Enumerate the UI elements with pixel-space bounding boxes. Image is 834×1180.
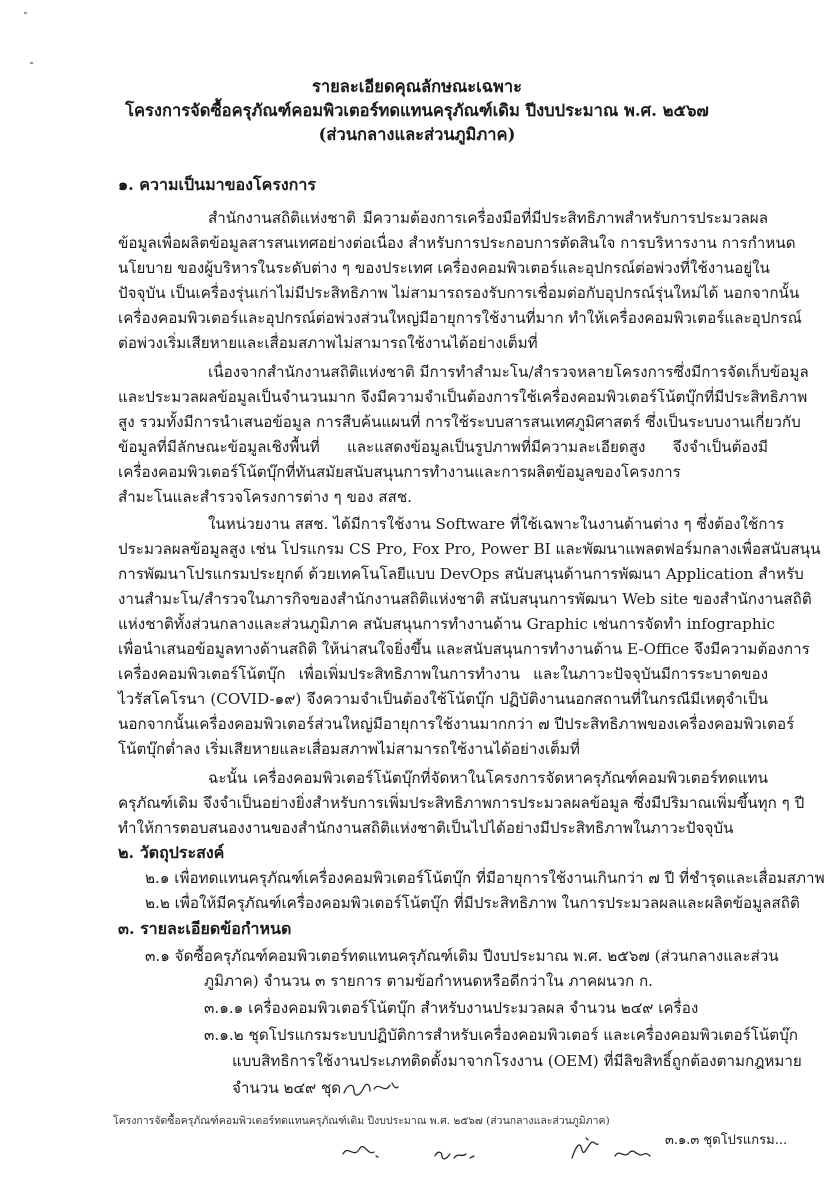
paragraph-line: ต่อพ่วงเริ่มเสียหายและเสื่อมสภาพไม่สามารถใช้งานได้อย่างเต็มที่ bbox=[118, 334, 538, 352]
project-title: โครงการจัดซื้อครุภัณฑ์คอมพิวเตอร์ทดแทนครุภัณฑ์เดิม ปีงบประมาณ พ.ศ. ๒๕๖๗ bbox=[125, 101, 709, 120]
section-2-heading: ๒. วัตถุประสงค์ bbox=[118, 843, 225, 862]
paragraph-line: งานสำมะโน/สำรวจในภารกิจของสำนักงานสถิติแห่งชาติ สนับสนุนการพัฒนา Web site ของสำนักงานสถิติ bbox=[118, 590, 812, 608]
scan-speck bbox=[24, 12, 27, 14]
paragraph-line: เครื่องคอมพิวเตอร์โน้ตบุ๊กที่ทันสมัยสนับสนุนการทำงานและการผลิตข้อมูลของโครงการ bbox=[118, 463, 681, 481]
spec-item-3-1-2-qty: จำนวน ๒๔๙ ชุด bbox=[232, 1079, 342, 1097]
scope-subtitle: (ส่วนกลางและส่วนภูมิภาค) bbox=[318, 125, 516, 144]
objective-item: ๒.๒ เพื่อให้มีครุภัณฑ์เครื่องคอมพิวเตอร์โน้ตบุ๊ก ที่มีประสิทธิภาพ ในการประมวลผลและผลิตข้อมูลสถิติ bbox=[145, 894, 800, 912]
paragraph-line: ทำให้การตอบสนองงานของสำนักงานสถิติแห่งชาติเป็นไปได้อย่างมีประสิทธิภาพในภาวะปัจจุบัน bbox=[118, 819, 734, 837]
paragraph-line: นอกจากนั้นเครื่องคอมพิวเตอร์ส่วนใหญ่มีอายุการใช้งานมากกว่า ๗ ปีประสิทธิภาพของเครื่องคอมพิวเตอร์ bbox=[118, 715, 795, 733]
paragraph-line: ปัจจุบัน เป็นเครื่องรุ่นเก่าไม่มีประสิทธิภาพ ไม่สามารถรองรับการเชื่อมต่อกับอุปกรณ์รุ่นใหม่ได้ นอกจากนั้น bbox=[118, 284, 800, 302]
spec-item-3-1-cont: ภูมิภาค) จำนวน ๓ รายการ ตามข้อกำหนดหรือดีกว่าใน ภาคผนวก ก. bbox=[204, 972, 653, 990]
paragraph-line: ไวรัสโคโรนา (COVID-๑๙) จึงความจำเป็นต้องใช้โน้ตบุ๊ก ปฏิบัติงานนอกสถานที่ในกรณีมีเหตุจำเป็น bbox=[118, 690, 768, 708]
paragraph-line: ข้อมูลเพื่อผลิตข้อมูลสารสนเทศอย่างต่อเนื่อง สำหรับการประกอบการตัดสินใจ การบริหารงาน การกำหนด bbox=[118, 234, 796, 252]
spec-item-3-1-2-cont: แบบสิทธิการใช้งานประเภทติดตั้งมาจากโรงงาน (OEM) ที่มีลิขสิทธิ์ถูกต้องตามกฎหมาย bbox=[232, 1052, 802, 1070]
continuation-note: ๓.๑.๓ ชุดโปรแกรม... bbox=[665, 1133, 788, 1148]
paragraph-line: เครื่องคอมพิวเตอร์และอุปกรณ์ต่อพ่วงส่วนใหญ่มีอายุการใช้งานที่มาก ทำให้เครื่องคอมพิวเตอร์และอุปกรณ์ bbox=[118, 309, 802, 327]
spec-item-3-1-1: ๓.๑.๑ เครื่องคอมพิวเตอร์โน้ตบุ๊ก สำหรับงานประมวลผล จำนวน ๒๔๙ เครื่อง bbox=[204, 999, 699, 1017]
paragraph-line: ครุภัณฑ์เดิม จึงจำเป็นอย่างยิ่งสำหรับการเพิ่มประสิทธิภาพการประมวลผลข้อมูล ซึ่งมีปริมาณเพิ่มขึ้นทุก ๆ ปี bbox=[118, 794, 805, 812]
handwritten-initials bbox=[340, 1077, 400, 1101]
paragraph-line: ฉะนั้น เครื่องคอมพิวเตอร์โน้ตบุ๊กที่จัดหาในโครงการจัดหาครุภัณฑ์คอมพิวเตอร์ทดแทน bbox=[208, 769, 768, 787]
paragraph-line: การพัฒนาโปรแกรมประยุกต์ ด้วยเทคโนโลยีแบบ DevOps สนับสนุนด้านการพัฒนา Application สำหรับ bbox=[118, 565, 804, 583]
paragraph-line: นโยบาย ของผู้บริหารในระดับต่าง ๆ ของประเทศ เครื่องคอมพิวเตอร์และอุปกรณ์ต่อพ่วงที่ใช้งานอยู่ใน bbox=[118, 259, 770, 277]
section-1-heading: ๑. ความเป็นมาของโครงการ bbox=[118, 175, 316, 194]
spec-item-3-1: ๓.๑ จัดซื้อครุภัณฑ์คอมพิวเตอร์ทดแทนครุภัณฑ์เดิม ปีงบประมาณ พ.ศ. ๒๕๖๗ (ส่วนกลางและส่วน bbox=[145, 947, 779, 965]
signature-2 bbox=[432, 1144, 478, 1166]
paragraph-line: สูง รวมทั้งมีการนำเสนอข้อมูล การสืบค้นแผนที่ การใช้ระบบสารสนเทศภูมิศาสตร์ ซึ่งเป็นระบบงานเกี่ยวกับ bbox=[118, 413, 801, 431]
paragraph-line: เพื่อนำเสนอข้อมูลทางด้านสถิติ ให้น่าสนใจยิ่งขึ้น และสนับสนุนการทำงานด้าน E-Office จึงมีความต้องการ bbox=[118, 640, 810, 658]
paragraph-line: เนื่องจากสำนักงานสถิติแห่งชาติ มีการทำสำมะโน/สำรวจหลายโครงการซึ่งมีการจัดเก็บข้อมูล bbox=[208, 363, 809, 381]
spec-item-3-1-2: ๓.๑.๒ ชุดโปรแกรมระบบปฏิบัติการสำหรับเครื่องคอมพิวเตอร์ และเครื่องคอมพิวเตอร์โน้ตบุ๊ก bbox=[204, 1026, 798, 1044]
paragraph-line: ประมวลผลข้อมูลสูง เช่น โปรแกรม CS Pro, Fox Pro, Power BI และพัฒนาแพลตฟอร์มกลางเพื่อสนับสนุน bbox=[118, 540, 821, 558]
paragraph-line: ข้อมูลที่มีลักษณะข้อมูลเชิงพื้นที่ และแสดงข้อมูลเป็นรูปภาพที่มีความละเอียดสูง จึงจำเป็นต้องมี bbox=[118, 438, 768, 456]
signature-4 bbox=[612, 1144, 652, 1164]
signature-3 bbox=[568, 1136, 604, 1164]
paragraph-line: ในหน่วยงาน สสช. ได้มีการใช้งาน Software ที่ใช้เฉพาะในงานด้านต่าง ๆ ซึ่งต้องใช้การ bbox=[208, 515, 785, 533]
paragraph-line: เครื่องคอมพิวเตอร์โน้ตบุ๊ก เพื่อเพิ่มประสิทธิภาพในการทำงาน และในภาวะปัจจุบันมีการระบาดของ bbox=[118, 665, 768, 683]
section-3-heading: ๓. รายละเอียดข้อกำหนด bbox=[118, 919, 292, 938]
document-title: รายละเอียดคุณลักษณะเฉพาะ bbox=[311, 77, 523, 96]
paragraph-line: แห่งชาติทั้งส่วนกลางและส่วนภูมิภาค สนับสนุนการทำงานด้าน Graphic เช่นการจัดทำ infographic bbox=[118, 615, 775, 633]
signature-1 bbox=[340, 1140, 380, 1162]
document-footer: โครงการจัดซื้อครุภัณฑ์คอมพิวเตอร์ทดแทนครุภัณฑ์เดิม ปีงบประมาณ พ.ศ. ๒๕๖๗ (ส่วนกลางและส่วนภูมิภาค) bbox=[113, 1115, 610, 1127]
paragraph-line: สำนักงานสถิติแห่งชาติ มีความต้องการเครื่องมือที่มีประสิทธิภาพสำหรับการประมวลผล bbox=[208, 209, 768, 227]
paragraph-line: สำมะโนและสำรวจโครงการต่าง ๆ ของ สสช. bbox=[118, 488, 412, 506]
paragraph-line: โน้ตบุ๊กต่ำลง เริ่มเสียหายและเสื่อมสภาพไม่สามารถใช้งานได้อย่างเต็มที่ bbox=[118, 740, 580, 758]
objective-item: ๒.๑ เพื่อทดแทนครุภัณฑ์เครื่องคอมพิวเตอร์โน้ตบุ๊ก ที่มีอายุการใช้งานเกินกว่า ๗ ปี ที่ชำรุดและเสื่อมสภาพ bbox=[145, 869, 825, 887]
scan-speck bbox=[30, 62, 33, 64]
paragraph-line: และประมวลผลข้อมูลเป็นจำนวนมาก จึงมีความจำเป็นต้องการใช้เครื่องคอมพิวเตอร์โน้ตบุ๊กที่มีประสิทธิภาพ bbox=[118, 388, 808, 406]
